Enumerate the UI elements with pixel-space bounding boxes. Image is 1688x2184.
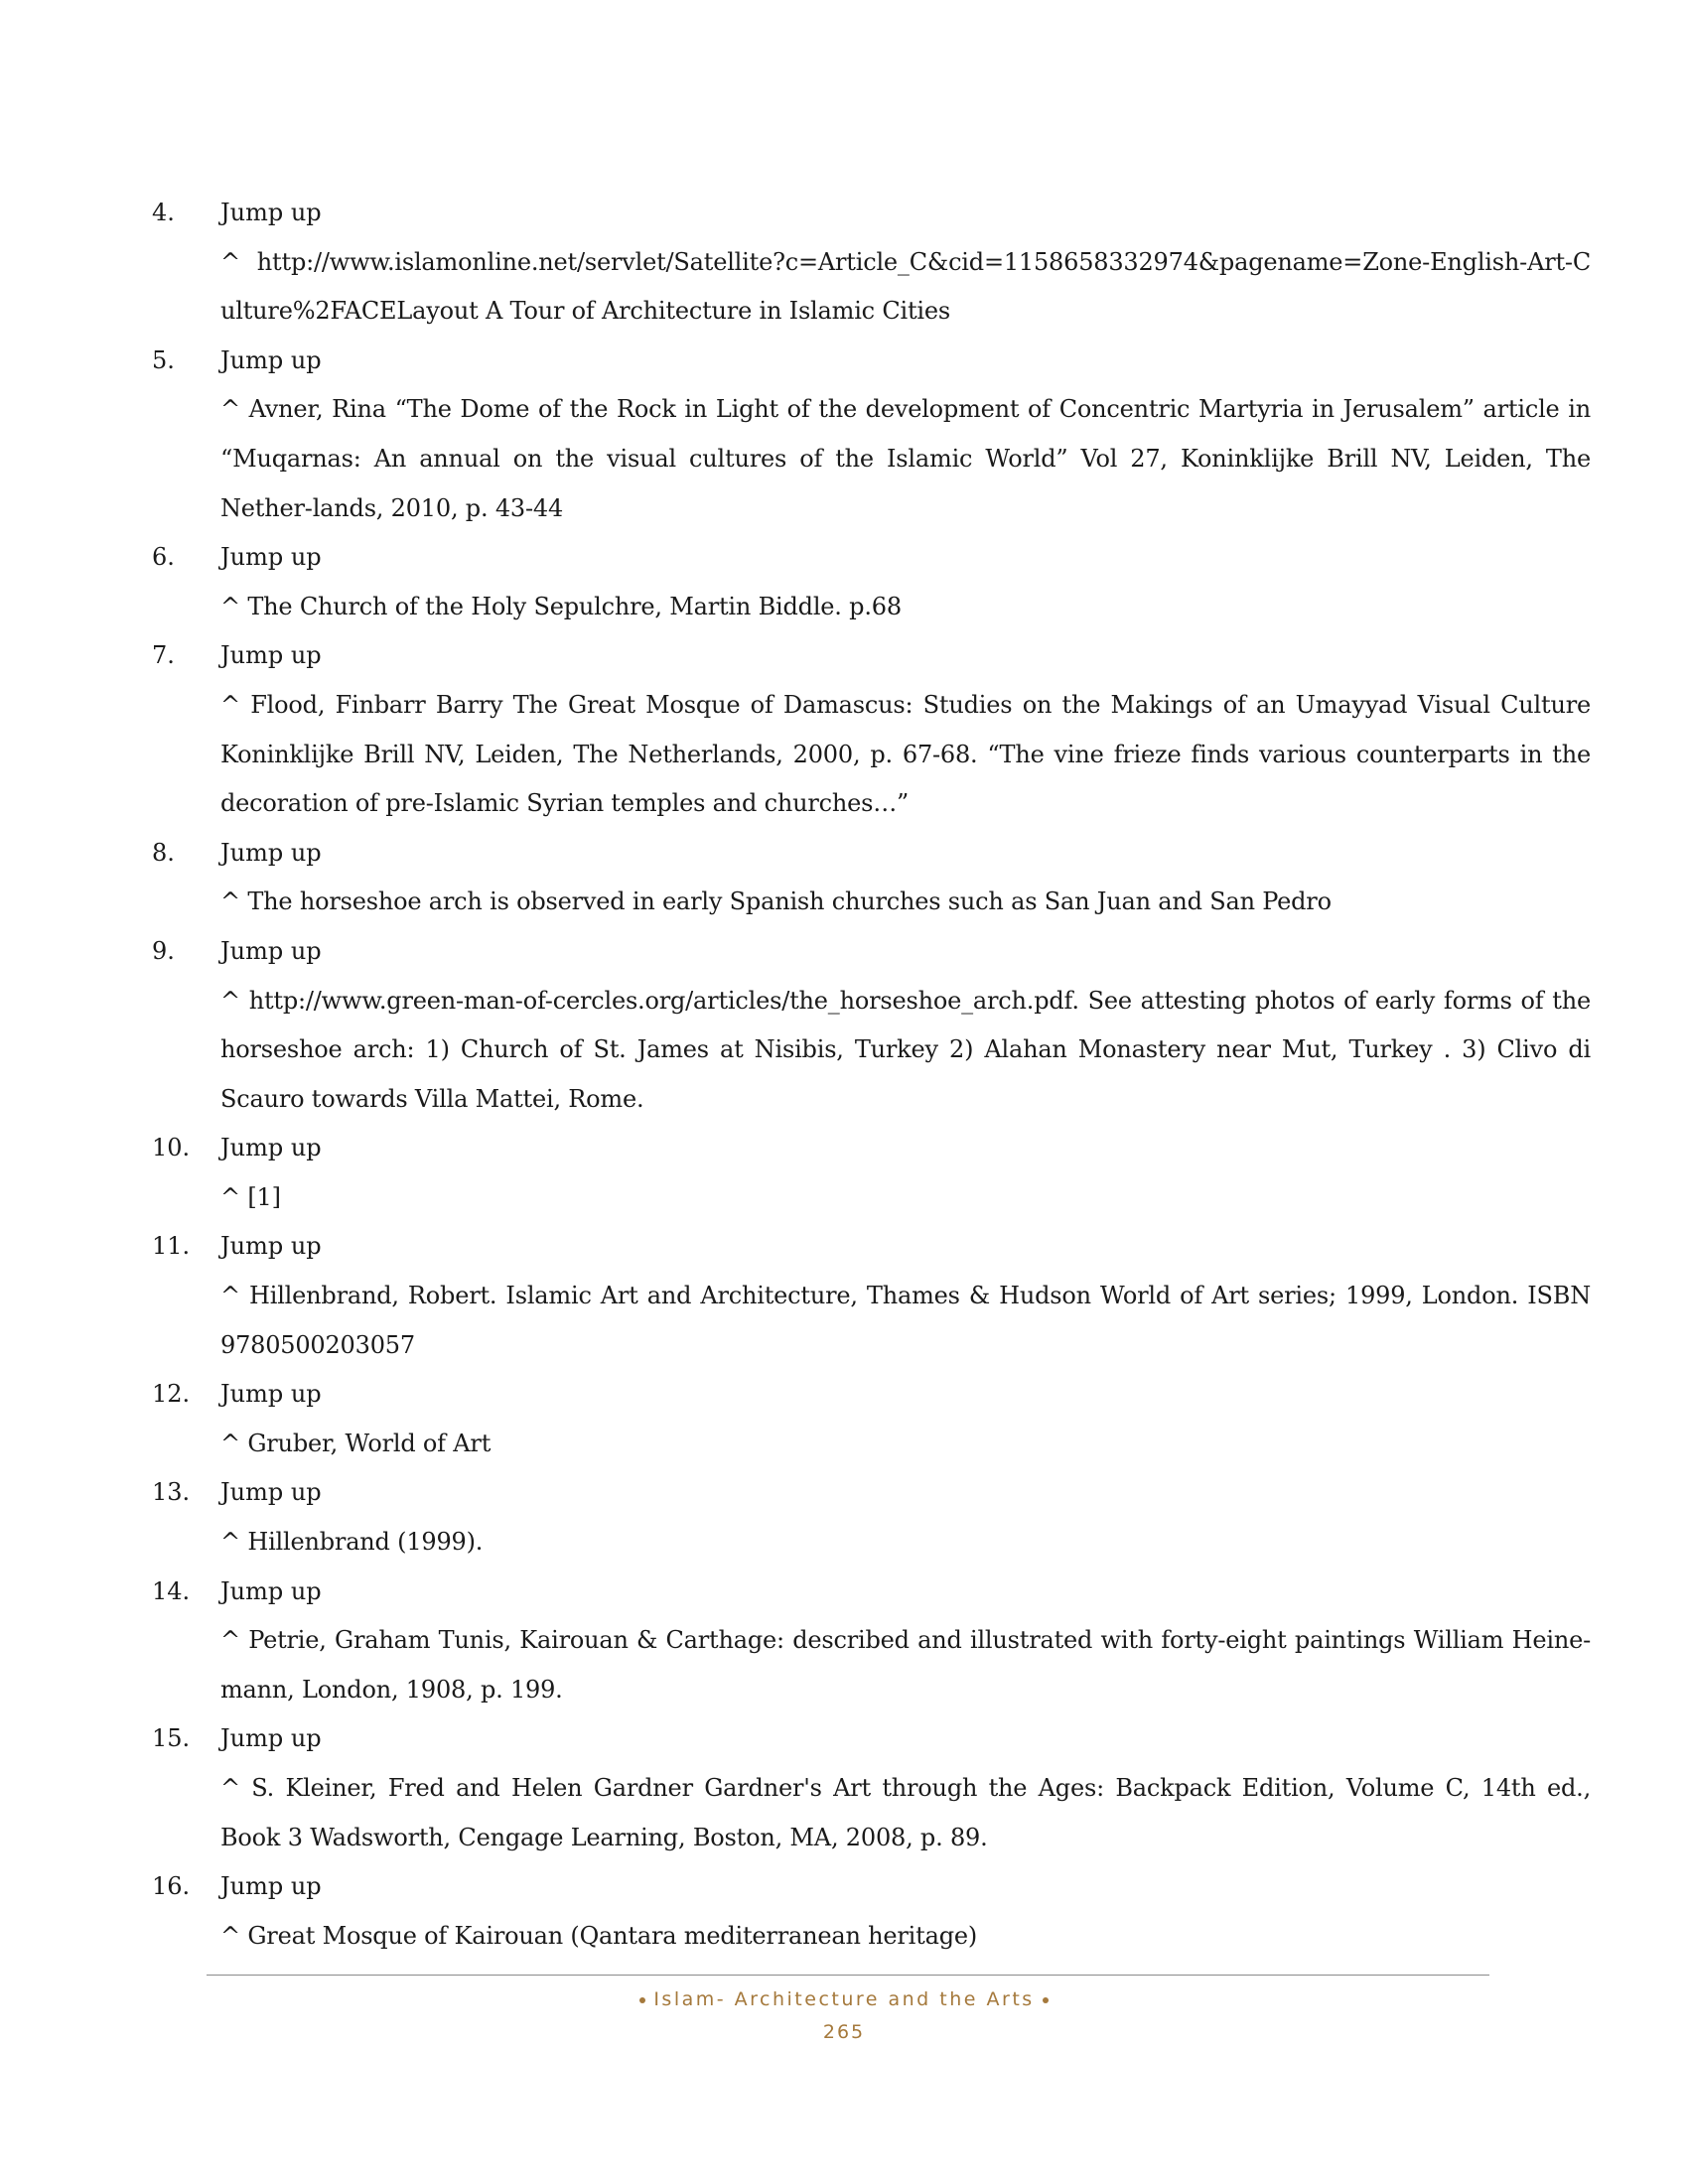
footnote-item bbox=[0, 1124, 1688, 1222]
footnote-item bbox=[0, 829, 1688, 927]
footnote-number: 10. bbox=[152, 1134, 191, 1162]
footnote-item bbox=[0, 631, 1688, 828]
footer-divider bbox=[207, 1975, 1489, 1976]
jump-up-link[interactable]: Jump up bbox=[220, 1724, 322, 1753]
footnote-citation: ^ Avner, Rina “The Dome of the Rock in Light of the development of Concentric Martyria in Jerusalem” article in “Muqarnas: An annual on the visual cultures of the Islamic World” Vol 27, Koninklijke Brill NV, Leiden, The Nether-lands, 2010, p. 43-44 bbox=[220, 395, 1591, 522]
footnote-citation: ^ S. Kleiner, Fred and Helen Gardner Gardner's Art through the Ages: Backpack Edition, Volume C, 14th ed., Book 3 Wadsworth, Cengage Learning, Boston, MA, 2008, p. 89. bbox=[220, 1774, 1591, 1851]
footnote-number: 9. bbox=[152, 936, 175, 965]
jump-up-link[interactable]: Jump up bbox=[220, 1134, 322, 1162]
bullet-icon bbox=[1043, 1997, 1049, 2003]
footnote-citation: ^ The Church of the Holy Sepulchre, Martin Biddle. p.68 bbox=[220, 592, 902, 620]
footnote-number: 12. bbox=[152, 1380, 191, 1409]
footnote-number: 6. bbox=[152, 543, 175, 572]
footnote-number: 7. bbox=[152, 641, 175, 670]
footnote-item bbox=[0, 927, 1688, 1124]
footnote-number: 8. bbox=[152, 838, 175, 867]
jump-up-link[interactable]: Jump up bbox=[220, 1872, 322, 1901]
footnote-citation: ^ Flood, Finbarr Barry The Great Mosque of Damascus: Studies on the Makings of an Umayyad Visual Culture Koninklijke Brill NV, Leiden, The Netherlands, 2000, p. 67-68. “The vine frieze finds various counterparts in the decoration of pre-Islamic Syrian temples and churches…” bbox=[220, 690, 1591, 818]
bullet-icon bbox=[639, 1997, 645, 2003]
footnote-item bbox=[0, 1468, 1688, 1567]
footnote-number: 11. bbox=[152, 1232, 191, 1261]
footnote-item bbox=[0, 1370, 1688, 1468]
footnote-item bbox=[0, 1714, 1688, 1862]
jump-up-link[interactable]: Jump up bbox=[220, 543, 322, 572]
footnote-citation: ^ Gruber, World of Art bbox=[220, 1429, 492, 1457]
jump-up-link[interactable]: Jump up bbox=[220, 838, 322, 867]
footnote-number: 13. bbox=[152, 1478, 191, 1507]
jump-up-link[interactable]: Jump up bbox=[220, 1478, 322, 1507]
footnote-item bbox=[0, 1862, 1688, 1961]
jump-up-link[interactable]: Jump up bbox=[220, 345, 322, 374]
jump-up-link[interactable]: Jump up bbox=[220, 1232, 322, 1261]
footer-title-text: Islam- Architecture and the Arts bbox=[653, 1988, 1035, 2010]
footnote-citation: ^ Hillenbrand, Robert. Islamic Art and Architecture, Thames & Hudson World of Art series; 1999, London. ISBN 9780500203057 bbox=[220, 1282, 1591, 1359]
footnote-item bbox=[0, 533, 1688, 631]
footnote-item bbox=[0, 1568, 1688, 1715]
jump-up-link[interactable]: Jump up bbox=[220, 1576, 322, 1605]
page-number: 265 bbox=[822, 2021, 866, 2043]
footnote-item bbox=[0, 1222, 1688, 1370]
footnote-citation: ^ Great Mosque of Kairouan (Qantara mediterranean heritage) bbox=[220, 1921, 978, 1950]
footnote-citation: ^ http://www.green-man-of-cercles.org/articles/the_horseshoe_arch.pdf. See attesting photos of early forms of the horseshoe arch: 1) Church of St. James at Nisibis, Turkey 2) Alahan Monastery near Mut, Turkey . 3) Clivo di Scauro towards Villa Mattei, Rome. bbox=[220, 986, 1591, 1113]
footnote-citation: ^ [1] bbox=[220, 1182, 281, 1211]
jump-up-link[interactable]: Jump up bbox=[220, 641, 322, 670]
footnote-citation: ^ Petrie, Graham Tunis, Kairouan & Carthage: described and illustrated with forty-eight paintings William Heine-mann, London, 1908, p. 199. bbox=[220, 1626, 1591, 1704]
jump-up-link[interactable]: Jump up bbox=[220, 199, 322, 226]
footnote-number: 14. bbox=[152, 1576, 191, 1605]
footnote-citation: ^ http://www.islamonline.net/servlet/Satellite?c=Article_C&cid=1158658332974&pagename=Zone-English-Art-Culture%2FACELayout A Tour of Architecture in Islamic Cities bbox=[220, 247, 1591, 326]
jump-up-link[interactable]: Jump up bbox=[220, 936, 322, 965]
footnote-list bbox=[0, 189, 1688, 1961]
footnote-number: 4. bbox=[152, 199, 175, 226]
jump-up-link[interactable]: Jump up bbox=[220, 1380, 322, 1409]
footnote-item bbox=[0, 337, 1688, 533]
footnote-number: 16. bbox=[152, 1872, 191, 1901]
footer-title bbox=[0, 1988, 1688, 2010]
footnote-item bbox=[0, 189, 1688, 337]
footnote-citation: ^ The horseshoe arch is observed in early Spanish churches such as San Juan and San Pedro bbox=[220, 887, 1332, 916]
footnote-citation: ^ Hillenbrand (1999). bbox=[220, 1528, 484, 1557]
footnote-number: 5. bbox=[152, 345, 175, 374]
footnote-number: 15. bbox=[152, 1724, 191, 1753]
